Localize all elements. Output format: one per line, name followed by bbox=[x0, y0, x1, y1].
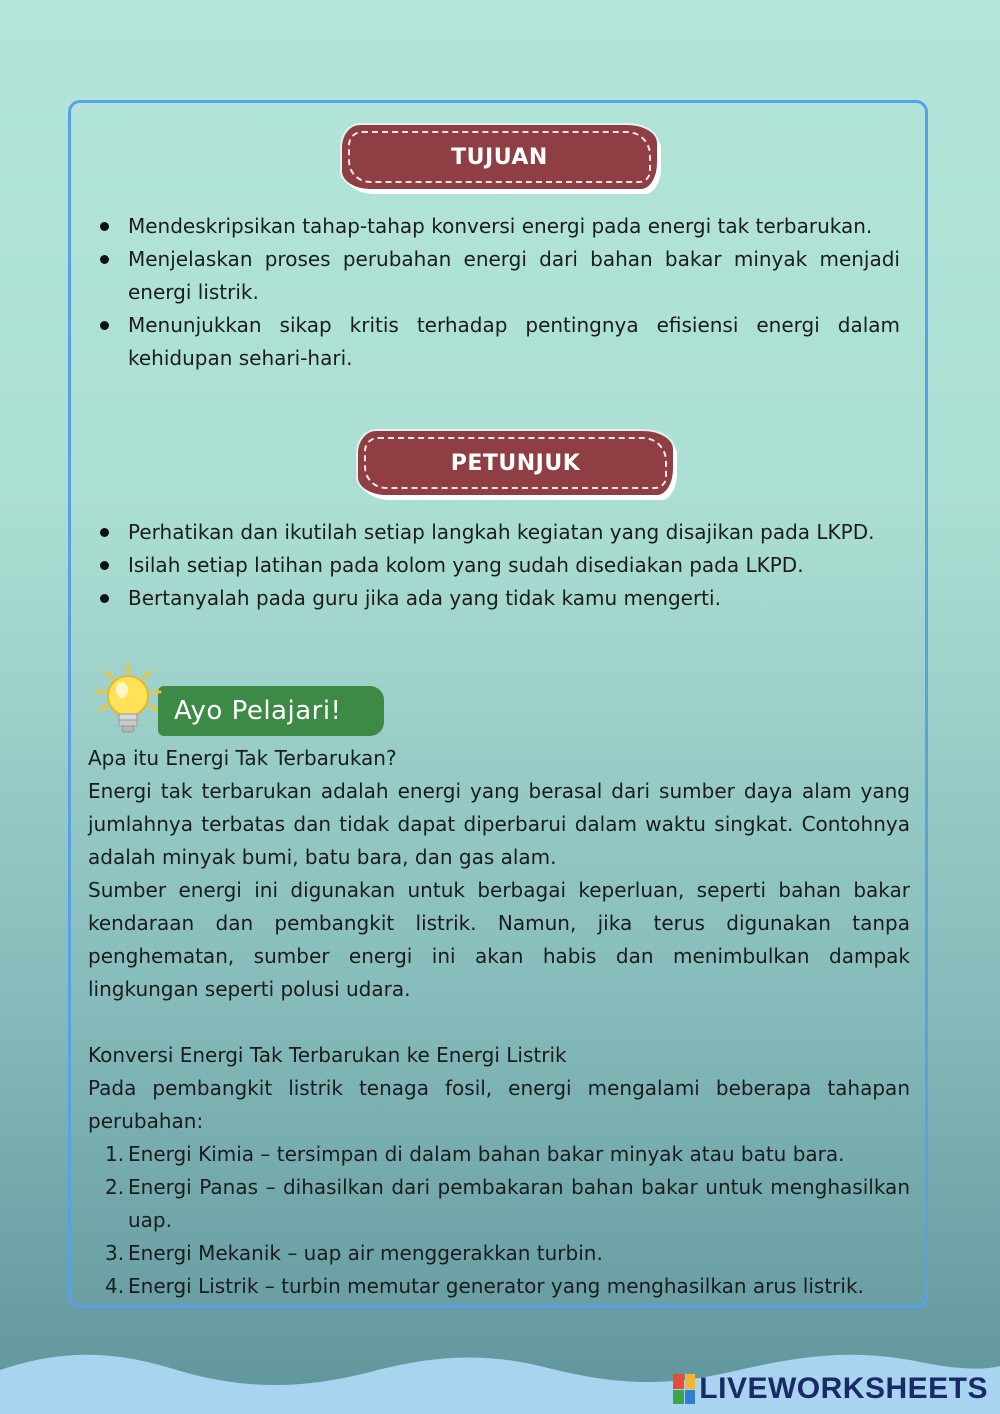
list-item: Menjelaskan proses perubahan energi dari bahan bakar minyak menjadi energi listrik. bbox=[88, 243, 900, 309]
step-number: 3. bbox=[105, 1241, 125, 1265]
step-number: 1. bbox=[105, 1142, 125, 1166]
tujuan-label bbox=[342, 125, 657, 189]
list-item bbox=[88, 1270, 910, 1303]
paragraph: Pada pembangkit listrik tenaga fosil, energi mengalami beberapa tahapan perubahan: bbox=[88, 1076, 910, 1133]
paragraph: Energi tak terbarukan adalah energi yang berasal dari sumber daya alam yang jumlahnya terbatas dan tidak dapat diperbarui dalam waktu singkat. Contohnya adalah minyak bumi, batu bara, dan gas alam. bbox=[88, 779, 910, 869]
heading-konversi-energi: Konversi Energi Tak Terbarukan ke Energi Listrik bbox=[88, 1043, 567, 1067]
step-text: Energi Kimia – tersimpan di dalam bahan bakar minyak atau batu bara. bbox=[128, 1142, 845, 1166]
paragraph: Sumber energi ini digunakan untuk berbagai keperluan, seperti bahan bakar kendaraan dan pembangkit listrik. Namun, jika terus digunakan tanpa penghematan, sumber energi ini akan habis dan menimbulkan dampak lingkungan seperti polusi udara. bbox=[88, 878, 910, 1001]
lightbulb-icon bbox=[92, 660, 172, 744]
petunjuk-title: PETUNJUK bbox=[450, 450, 581, 476]
list-item: Bertanyalah pada guru jika ada yang tidak kamu mengerti. bbox=[88, 582, 910, 615]
list-item bbox=[88, 1171, 910, 1237]
list-item: Isilah setiap latihan pada kolom yang sudah disediakan pada LKPD. bbox=[88, 549, 910, 582]
step-number: 2. bbox=[105, 1175, 125, 1199]
list-item: Menunjukkan sikap kritis terhadap pentingnya efisiensi energi dalam kehidupan sehari-hari. bbox=[88, 309, 900, 375]
step-text: Energi Listrik – turbin memutar generator yang menghasilkan arus listrik. bbox=[128, 1274, 864, 1298]
ayo-pelajari-badge bbox=[92, 660, 392, 744]
step-number: 4. bbox=[105, 1274, 125, 1298]
list-item: Mendeskripsikan tahap-tahap konversi energi pada energi tak terbarukan. bbox=[88, 210, 900, 243]
ayo-pelajari-label: Ayo Pelajari! bbox=[158, 686, 384, 736]
liveworksheets-logo bbox=[673, 1372, 988, 1406]
brand-text: LIVEWORKSHEETS bbox=[699, 1372, 988, 1405]
step-text: Energi Panas – dihasilkan dari pembakaran bahan bakar untuk menghasilkan uap. bbox=[128, 1175, 910, 1232]
petunjuk-label bbox=[358, 431, 673, 495]
tujuan-title: TUJUAN bbox=[451, 144, 548, 170]
tujuan-list bbox=[88, 210, 900, 375]
heading-energi-tak-terbarukan: Apa itu Energi Tak Terbarukan? bbox=[88, 746, 397, 770]
petunjuk-list bbox=[88, 516, 910, 615]
step-text: Energi Mekanik – uap air menggerakkan turbin. bbox=[128, 1241, 603, 1265]
list-item bbox=[88, 1138, 917, 1171]
list-item bbox=[88, 1237, 910, 1270]
list-item: Perhatikan dan ikutilah setiap langkah kegiatan yang disajikan pada LKPD. bbox=[88, 516, 910, 549]
spacer bbox=[88, 1006, 910, 1039]
ayo-content bbox=[88, 742, 910, 1303]
live-logo-icon bbox=[673, 1374, 695, 1404]
